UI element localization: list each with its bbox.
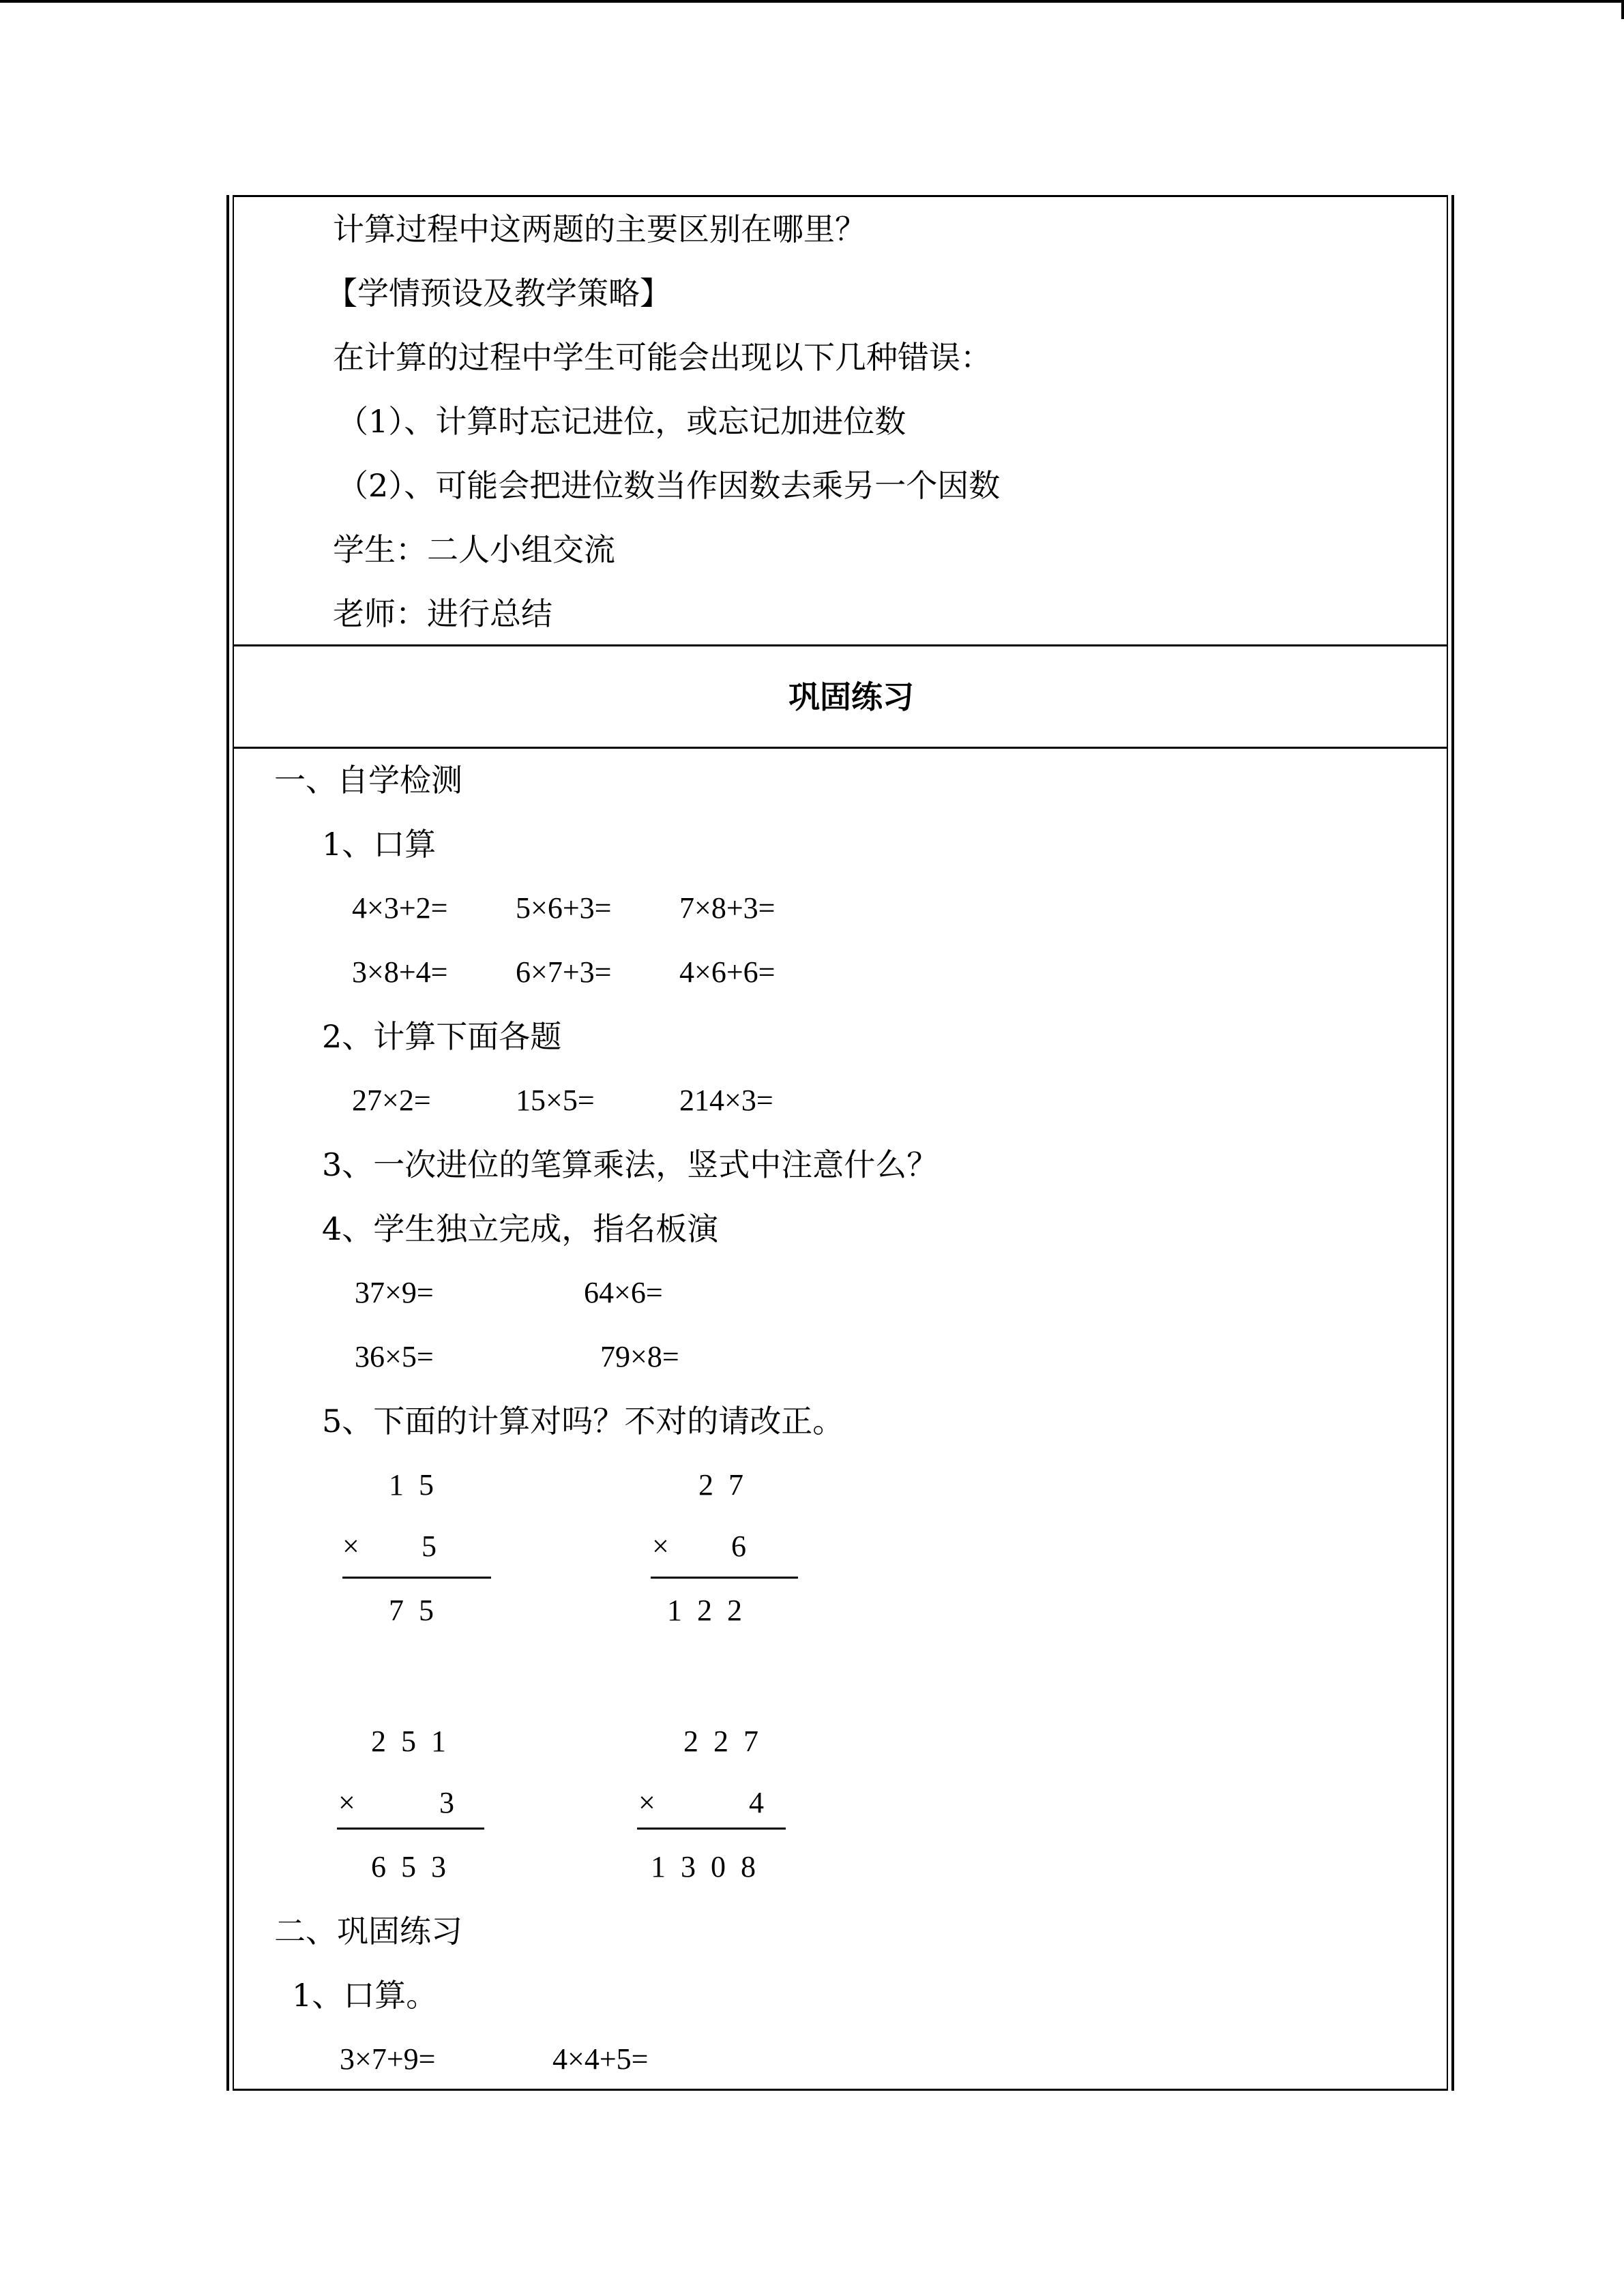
q1-expr-3: 7×8+3= (679, 891, 776, 925)
q5-title: 5、下面的计算对吗？不对的请改正。 (322, 1403, 844, 1440)
q1-expr-2: 5×6+3= (516, 891, 612, 925)
part2-q1-title: 1、口算。 (292, 1977, 438, 2014)
error-item-2: （2）、可能会把进位数当作因数去乘另一个因数 (337, 467, 1001, 504)
row-divider-2 (233, 747, 1447, 749)
q3-title: 3、一次进位的笔算乘法，竖式中注意什么？ (322, 1146, 939, 1183)
q4-expr-4: 79×8= (600, 1340, 679, 1373)
row-divider-1 (233, 644, 1447, 646)
vertical-calc-multiplier: 4 (749, 1786, 764, 1819)
q2-expr-3: 214×3= (679, 1084, 773, 1117)
vertical-calc-top: 251 (371, 1725, 461, 1758)
vertical-calc-result: 75 (389, 1594, 449, 1627)
page-corner-mark (1621, 0, 1624, 19)
vertical-calc-result: 1308 (651, 1850, 771, 1883)
q2-expr-2: 15×5= (516, 1084, 595, 1117)
error-item-1: （1）、计算时忘记进位，或忘记加进位数 (337, 403, 906, 440)
table-right-border-outer (1451, 195, 1454, 2091)
teacher-activity: 老师：进行总结 (333, 595, 552, 632)
student-activity: 学生：二人小组交流 (333, 531, 615, 568)
part2-expr-2: 4×4+5= (552, 2042, 649, 2076)
vertical-calc-top: 27 (698, 1468, 758, 1502)
question-text: 计算过程中这两题的主要区别在哪里？ (333, 211, 866, 248)
strategy-heading: 【学情预设及教学策略】 (326, 275, 671, 312)
page-top-border (0, 0, 1624, 3)
q4-expr-3: 36×5= (355, 1340, 434, 1373)
q1-expr-5: 6×7+3= (516, 955, 612, 989)
q4-expr-1: 37×9= (355, 1276, 434, 1309)
vertical-calc-operator: × (638, 1786, 655, 1819)
vertical-calc-line (637, 1828, 786, 1830)
vertical-calc-result: 122 (667, 1594, 757, 1627)
q1-expr-1: 4×3+2= (352, 891, 448, 925)
q4-expr-2: 64×6= (584, 1276, 663, 1309)
vertical-calc-operator: × (652, 1530, 669, 1563)
table-top-border (233, 195, 1447, 197)
vertical-calc-line (337, 1828, 484, 1830)
table-right-border-inner (1447, 195, 1448, 2091)
q2-expr-1: 27×2= (352, 1084, 431, 1117)
vertical-calc-line (342, 1577, 491, 1579)
q1-expr-4: 3×8+4= (352, 955, 448, 989)
vertical-calc-multiplier: 3 (439, 1786, 454, 1819)
vertical-calc-top: 227 (683, 1725, 773, 1758)
section-title-practice: 巩固练习 (788, 679, 914, 715)
error-intro: 在计算的过程中学生可能会出现以下几种错误： (333, 339, 992, 376)
vertical-calc-operator: × (342, 1530, 359, 1563)
vertical-calc-multiplier: 5 (422, 1530, 437, 1563)
part1-title: 一、自学检测 (274, 762, 462, 799)
q2-title: 2、计算下面各题 (322, 1018, 562, 1055)
table-bottom-border (233, 2089, 1447, 2091)
vertical-calc-multiplier: 6 (731, 1530, 746, 1563)
q1-expr-6: 4×6+6= (679, 955, 776, 989)
vertical-calc-top: 15 (389, 1468, 449, 1502)
table-left-border-outer (226, 195, 229, 2091)
table-left-border-inner (233, 195, 234, 2091)
q4-title: 4、学生独立完成，指名板演 (322, 1210, 719, 1247)
vertical-calc-result: 653 (371, 1850, 461, 1883)
part2-expr-1: 3×7+9= (340, 2042, 436, 2076)
part2-title: 二、巩固练习 (274, 1913, 462, 1950)
vertical-calc-line (651, 1577, 798, 1579)
q1-title: 1、口算 (322, 826, 437, 863)
vertical-calc-operator: × (338, 1786, 355, 1819)
